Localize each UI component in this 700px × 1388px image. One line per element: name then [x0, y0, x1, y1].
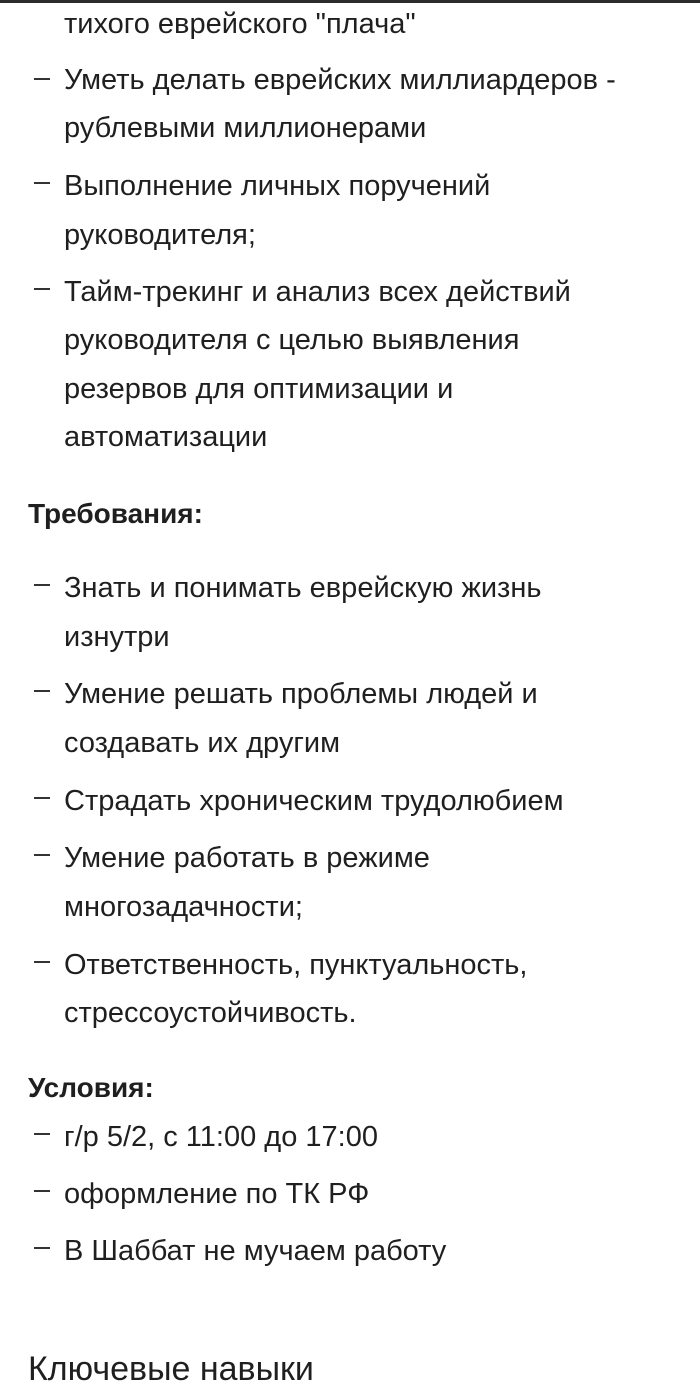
bullet-dash: [34, 1247, 50, 1249]
requirement-item-2-line-2: создавать их другим: [64, 727, 341, 759]
bullet-dash: [34, 182, 50, 184]
requirement-item-4-line-1: Умение работать в режиме: [64, 842, 430, 874]
duty-item-3-line-1: Тайм-трекинг и анализ всех действий: [64, 276, 571, 308]
bullet-dash: [34, 78, 50, 80]
duty-item-3-line-2: руководителя с целью выявления: [64, 324, 520, 356]
bullet-dash: [34, 690, 50, 692]
condition-item-1: г/р 5/2, с 11:00 до 17:00: [64, 1121, 378, 1153]
requirement-item-5-line-2: стрессоустойчивость.: [64, 997, 357, 1029]
duty-item-2-line-2: руководителя;: [64, 219, 256, 251]
bullet-dash: [34, 854, 50, 856]
bullet-dash: [34, 797, 50, 799]
requirement-item-3-line-1: Страдать хроническим трудолюбием: [64, 785, 564, 817]
duty-continuation-text: тихого еврейского "плача": [64, 8, 416, 40]
condition-item-3: В Шаббат не мучаем работу: [64, 1235, 447, 1267]
key-skills-heading: Ключевые навыки: [28, 1350, 314, 1388]
requirement-item-1-line-2: изнутри: [64, 621, 170, 653]
duty-item-3-line-4: автоматизации: [64, 421, 268, 453]
requirement-item-5-line-1: Ответственность, пунктуальность,: [64, 949, 528, 981]
conditions-heading: Условия:: [28, 1072, 154, 1103]
duty-item-1-line-2: рублевыми миллионерами: [64, 112, 427, 144]
bullet-dash: [34, 1133, 50, 1135]
requirement-item-1-line-1: Знать и понимать еврейскую жизнь: [64, 572, 542, 604]
bullet-dash: [34, 288, 50, 290]
duty-item-3-line-3: резервов для оптимизации и: [64, 373, 454, 405]
bullet-dash: [34, 584, 50, 586]
requirements-heading: Требования:: [28, 498, 203, 529]
duty-item-1-line-1: Уметь делать еврейских миллиардеров -: [64, 64, 616, 96]
requirement-item-2-line-1: Умение решать проблемы людей и: [64, 678, 538, 710]
top-border: [0, 0, 700, 3]
condition-item-2: оформление по ТК РФ: [64, 1178, 370, 1210]
duty-item-2-line-1: Выполнение личных поручений: [64, 170, 491, 202]
bullet-dash: [34, 961, 50, 963]
requirement-item-4-line-2: многозадачности;: [64, 891, 303, 923]
bullet-dash: [34, 1190, 50, 1192]
